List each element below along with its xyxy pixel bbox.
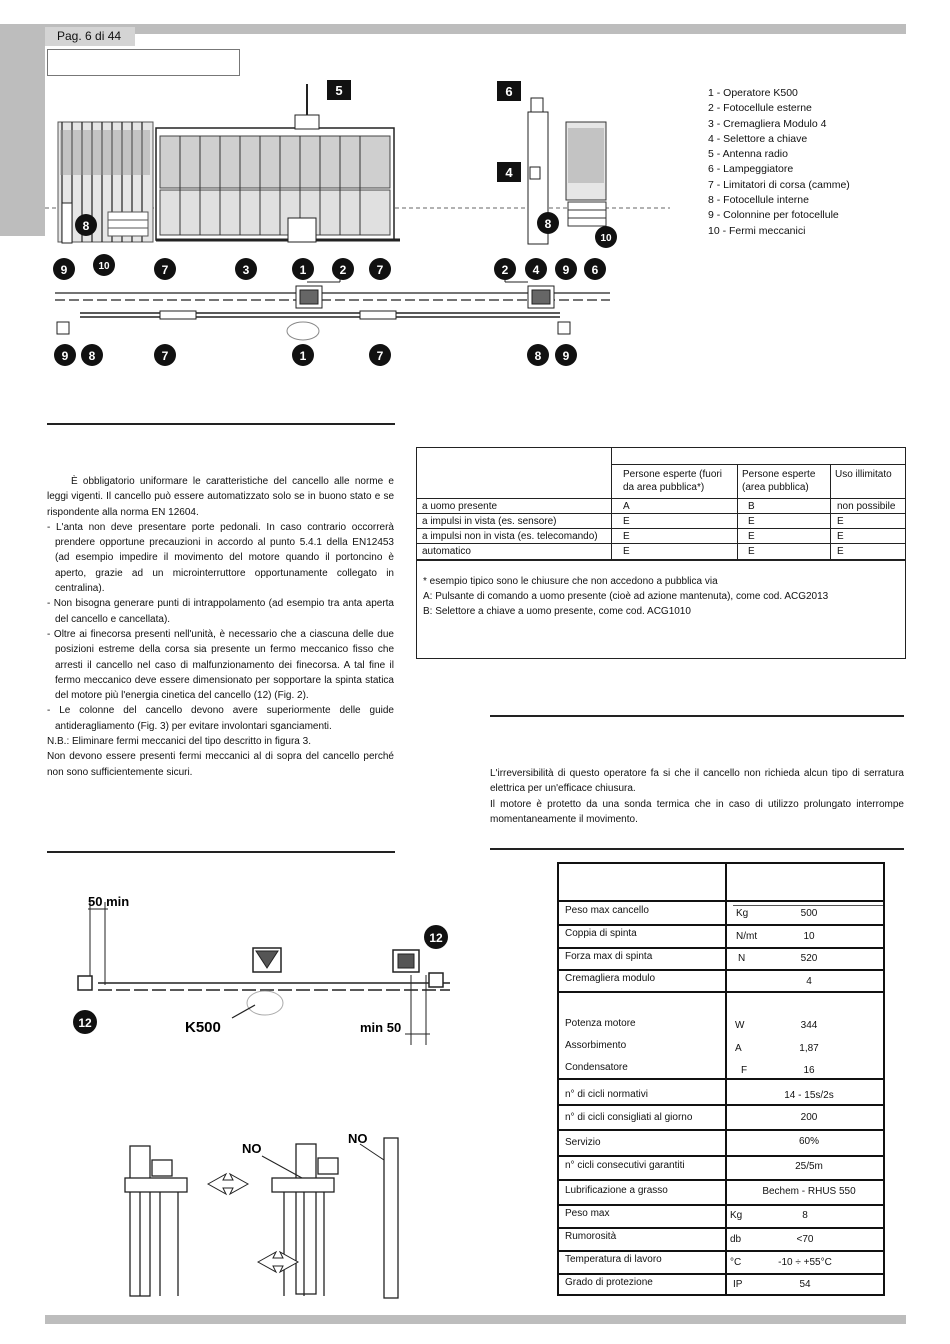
svg-text:7: 7: [161, 263, 169, 277]
technical-data-table: [557, 862, 885, 1296]
callout-9-bl: [54, 344, 76, 366]
callout-7-bl: [154, 344, 176, 366]
usage-table: [416, 447, 906, 659]
legend-item: 1 - Operatore K500: [708, 87, 798, 99]
tech-label: Temperatura di lavoro: [565, 1254, 662, 1265]
callout-1-b: [292, 344, 314, 366]
tech-label: Lubrificazione a grasso: [565, 1185, 668, 1196]
side-tab: [0, 24, 45, 236]
dim-label-bottom: min 50: [360, 1020, 402, 1035]
paragraph: È obbligatorio uniformare le caratteristiche del cancello alle norme e leggi vigenti. Il cancello può essere automatizzato solo se in buono stato e se rispondente alla norma EN 12604.: [47, 476, 394, 518]
cell: E: [623, 516, 630, 527]
svg-text:10: 10: [600, 233, 612, 244]
legend-item: 6 - Lampeggiatore: [708, 163, 794, 176]
plan-view: [55, 270, 610, 340]
tech-label: Peso max cancello: [565, 905, 649, 916]
brick-wall-left: [108, 212, 148, 236]
tech-value: 54: [799, 1279, 811, 1290]
svg-text:6: 6: [505, 84, 513, 99]
tech-value: 16: [803, 1065, 815, 1076]
svg-text:10: 10: [98, 261, 110, 272]
callout-8-right: [537, 212, 559, 234]
callout-2: [332, 258, 354, 280]
svg-text:7: 7: [376, 263, 384, 277]
legend-item: 5 - Antenna radio: [708, 148, 788, 161]
section-divider: [490, 848, 904, 850]
svg-text:2: 2: [339, 263, 347, 277]
tech-value: 8: [802, 1210, 808, 1221]
paragraph: Non devono essere presenti fermi meccanici al di sopra del cancello perché non sono sufficientemente sicuri.: [47, 751, 394, 778]
cell: E: [748, 546, 755, 557]
tech-unit: Kg: [736, 908, 749, 919]
svg-text:4: 4: [505, 165, 513, 180]
installation-diagram: [45, 78, 675, 378]
guide-columns-diagram: [115, 1130, 415, 1305]
legend-item: 7 - Limitatori di corsa (camme): [708, 178, 850, 191]
svg-text:8: 8: [88, 349, 96, 363]
tech-value: 60%: [798, 1136, 819, 1147]
tech-value: 344: [800, 1020, 818, 1031]
callout-3: [235, 258, 257, 280]
tech-label: Grado di protezione: [565, 1277, 653, 1288]
bullet: - Oltre ai finecorsa presenti nell'unità, è necessario che a ciascuna delle due posizioni estreme della corsa sia presente un fermo meccanico fisso che arresti il cancello nel caso di malfunzionamento dei finecorsa. A tal fine il fermo meccanico deve essere dimensionato per sopportare la spinta statica del motore più l'energia cinetica del cancello (12) (Fig. 2).: [47, 628, 394, 702]
cell: E: [837, 516, 844, 527]
component-legend: [708, 86, 850, 239]
footer-bar: [45, 1315, 906, 1324]
tech-label: Cremagliera modulo: [565, 973, 656, 984]
sliding-gate: [156, 84, 400, 240]
tech-label: Servizio: [565, 1137, 601, 1148]
right-fence: [566, 122, 606, 226]
callout-7-a: [154, 258, 176, 280]
tech-label: Potenza motore: [565, 1018, 636, 1029]
cell: E: [748, 531, 755, 542]
svg-text:12: 12: [429, 931, 443, 945]
header-bar: [45, 24, 906, 34]
model-label: K500: [185, 1019, 221, 1036]
tech-value: 10: [803, 931, 815, 942]
svg-text:3: 3: [242, 263, 250, 277]
tech-label: Coppia di spinta: [565, 928, 637, 939]
mechanical-stop-diagram: [60, 880, 460, 1045]
row-label: a impulsi non in vista (es. telecomando): [422, 531, 598, 542]
bullet: - Non bisogna generare punti di intrappolamento (ad esempio tra anta aperta del cancello e cancellata).: [47, 598, 394, 625]
svg-text:2: 2: [501, 263, 509, 277]
tech-unit: A: [735, 1043, 742, 1054]
tech-label: n° di cicli normativi: [565, 1089, 648, 1100]
dim-label-top: 50 min: [88, 894, 130, 909]
callout-7-br: [369, 344, 391, 366]
section-title-box: [47, 49, 240, 76]
legend-item: 2 - Fotocellule esterne: [708, 102, 812, 115]
col-header: Uso illimitato: [835, 469, 892, 480]
legend-item: 9 - Colonnine per fotocellule: [708, 209, 839, 222]
svg-text:9: 9: [562, 263, 570, 277]
callout-9-br: [555, 344, 577, 366]
note: N.B.: Eliminare fermi meccanici del tipo descritto in figura 3.: [47, 736, 311, 748]
photocell-column-left: [62, 203, 72, 243]
section-divider: [490, 715, 904, 717]
callout-5: [327, 80, 351, 100]
cell: B: [748, 501, 755, 512]
tech-label: n° cicli consecutivi garantiti: [565, 1160, 685, 1171]
col-header: Persone esperte (fuori da area pubblica*): [623, 469, 722, 493]
no-label: NO: [348, 1131, 368, 1146]
double-arrow-icon: [208, 1174, 248, 1194]
tech-unit: F: [741, 1065, 748, 1076]
svg-text:5: 5: [335, 83, 343, 98]
legend-item: 8 - Fotocellule interne: [708, 194, 809, 207]
svg-text:8: 8: [544, 217, 552, 231]
cell: E: [837, 531, 844, 542]
legend-item: 3 - Cremagliera Modulo 4: [708, 117, 827, 130]
bullet: - Le colonne del cancello devono avere superiormente delle guide antideragliamento (Fig. 3) per evitare involontari sganciamenti.: [47, 705, 394, 732]
callout-7-b: [369, 258, 391, 280]
legend-item: 4 - Selettore a chiave: [708, 132, 808, 145]
callout-10: [93, 254, 115, 276]
cell: E: [837, 546, 844, 557]
tech-value: -10 ÷ +55°C: [778, 1257, 832, 1268]
row-label: a uomo presente: [422, 501, 498, 512]
row-label: a impulsi in vista (es. sensore): [422, 516, 557, 527]
tech-label: Peso max: [565, 1208, 610, 1219]
paragraph: L'irreversibilità di questo operatore fa si che il cancello non richieda alcun tipo di serratura elettrica per un'efficace chiusura.: [490, 768, 904, 795]
bullet: - L'anta non deve presentare porte pedonali. In caso contrario occorrerà prendere opportune precauzioni in accordo al punto 5.4.1 della EN12453 (ad esempio impedire il movimento del motore quando il portoncino è aperto, grazie ad un microinterruttore opportunamente collegato in centralina).: [47, 521, 394, 595]
section-divider: [47, 423, 395, 425]
callout-4-top: [497, 162, 521, 182]
table-notes: [423, 574, 828, 619]
callout-10-right: [595, 226, 617, 248]
svg-text:6: 6: [591, 263, 599, 277]
callout-12-left: [73, 1010, 97, 1034]
tech-label: n° di cicli consigliati al giorno: [565, 1112, 693, 1123]
paragraph: Il motore è protetto da una sonda termica che in caso di utilizzo prolungato interrompe momentaneamente il movimento.: [490, 798, 904, 825]
tech-label: Assorbimento: [565, 1040, 627, 1051]
col-header: Persone esperte (area pubblica): [742, 469, 816, 493]
tech-unit: Kg: [730, 1210, 743, 1221]
svg-text:8: 8: [82, 219, 90, 233]
svg-text:1: 1: [299, 263, 307, 277]
tech-unit: °C: [730, 1257, 742, 1268]
svg-text:4: 4: [532, 263, 540, 277]
tech-value: Bechem - RHUS 550: [762, 1186, 856, 1197]
svg-text:7: 7: [161, 349, 169, 363]
tech-value: 14 - 15s/2s: [784, 1090, 834, 1101]
svg-text:8: 8: [534, 349, 542, 363]
tech-unit: db: [730, 1234, 742, 1245]
tech-unit: IP: [733, 1279, 743, 1290]
no-label: NO: [242, 1141, 262, 1156]
row-label: automatico: [422, 546, 471, 557]
note: A: Pulsante di comando a uomo presente (cioè ad azione mantenuta), come cod. ACG2013: [423, 591, 829, 602]
cell: E: [748, 516, 755, 527]
tech-value: 4: [806, 976, 812, 987]
svg-text:7: 7: [376, 349, 384, 363]
double-arrow-icon: [258, 1252, 298, 1272]
svg-text:9: 9: [61, 349, 69, 363]
irreversibility-text: [490, 766, 904, 827]
tech-label: Rumorosità: [565, 1231, 617, 1242]
svg-text:9: 9: [562, 349, 570, 363]
note: * esempio tipico sono le chiusure che non accedono a pubblica via: [423, 576, 718, 587]
tech-unit: W: [735, 1020, 745, 1031]
svg-text:1: 1: [299, 349, 307, 363]
callout-8-left: [75, 214, 97, 236]
callout-9-right: [555, 258, 577, 280]
cell: A: [623, 501, 630, 512]
callout-9: [53, 258, 75, 280]
callout-6-top: [497, 81, 521, 101]
callout-6: [584, 258, 606, 280]
tech-value: 500: [800, 908, 818, 919]
tech-unit: N/mt: [736, 931, 758, 942]
cell: E: [623, 531, 630, 542]
tech-value: 200: [800, 1112, 818, 1123]
cell: non possibile: [837, 501, 896, 512]
cell: E: [623, 546, 630, 557]
tech-value: 520: [800, 953, 818, 964]
tech-value: 25/5m: [795, 1161, 823, 1172]
tech-label: Forza max di spinta: [565, 951, 653, 962]
svg-text:9: 9: [60, 263, 68, 277]
svg-text:12: 12: [78, 1016, 92, 1030]
operator-unit: [288, 218, 316, 242]
page-number: Pag. 6 di 44: [45, 27, 135, 46]
callout-8-br: [527, 344, 549, 366]
note: B: Selettore a chiave a uomo presente, come cod. ACG1010: [423, 606, 691, 617]
callout-4: [525, 258, 547, 280]
callout-12-right: [424, 925, 448, 949]
tech-value: <70: [796, 1234, 814, 1245]
legend-item: 10 - Fermi meccanici: [708, 224, 806, 237]
callout-1: [292, 258, 314, 280]
section-divider: [47, 851, 395, 853]
tech-label: Condensatore: [565, 1062, 628, 1073]
tech-unit: N: [738, 953, 746, 964]
callout-8-bl: [81, 344, 103, 366]
callout-2-right: [494, 258, 516, 280]
gate-requirements-text: [47, 474, 394, 780]
tech-value: 1,87: [799, 1043, 819, 1054]
